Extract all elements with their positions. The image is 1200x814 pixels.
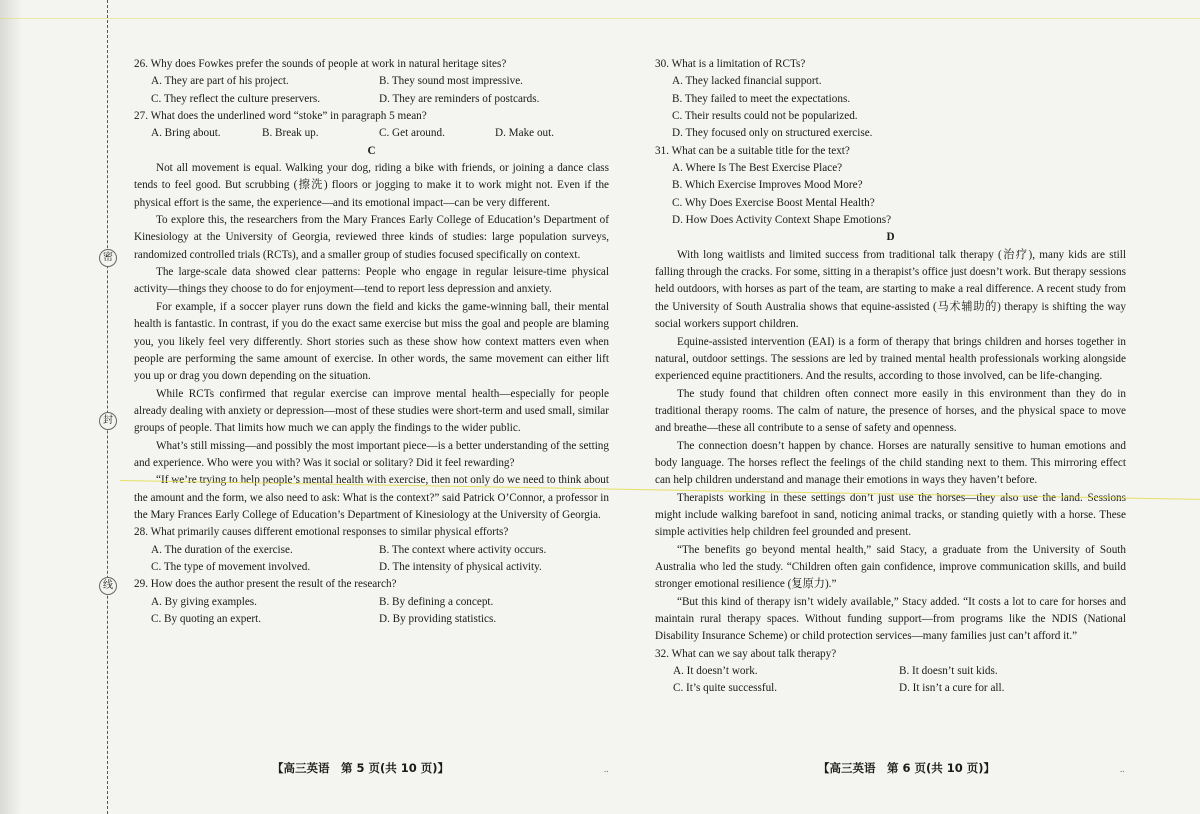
- question-26-options: [151, 73, 609, 108]
- passage-d-paragraph: Therapists working in these settings don’t just use the horses—they also use the land. Sessions might include walking barefoot in sand, noticing animal tracks, or standing quietly with a horse. These simple activities help children feel grounded and present.: [655, 491, 1126, 539]
- option-b: B. Which Exercise Improves Mood More?: [672, 179, 863, 192]
- question-28-options: [151, 542, 609, 577]
- option-a: A. By giving examples.: [151, 595, 257, 608]
- option-c: C. Their results could not be popularized.: [672, 110, 858, 123]
- option-d: D. The intensity of physical activity.: [379, 560, 542, 573]
- option-a: A. They lacked financial support.: [672, 75, 822, 88]
- question-26-stem: 26. Why does Fowkes prefer the sounds of people at work in natural heritage sites?: [134, 58, 507, 70]
- passage-c-paragraph: For example, if a soccer player runs down the field and kicks the game-winning ball, their mental health is fantastic. In contrast, if you do the exact same exercise but miss the goal and people are blaming you, you likely feel very differently. Short stories such as these show how context matters even when people are performing the same amount of exercise. In other words, the same movement can either lift you up or drag you down depending on the situation.: [134, 300, 609, 383]
- passage-d-paragraph: “But this kind of therapy isn’t widely available,” Stacy added. “It costs a lot to care for horses and maintain rural therapy spaces. Without funding support—from programs like the NDIS (National Disability Insurance Scheme) or child protection services—many families just can’t afford it.”: [655, 595, 1126, 643]
- option-d: D. By providing statistics.: [379, 613, 497, 625]
- left-page-column: [134, 56, 609, 628]
- footer-dots: ..: [1120, 764, 1125, 774]
- option-a: A. The duration of the exercise.: [151, 543, 293, 556]
- option-d: D. Make out.: [495, 127, 555, 140]
- option-c: C. They reflect the culture preservers.: [151, 92, 321, 105]
- passage-c-paragraph: While RCTs confirmed that regular exercise can improve mental health—especially for people already dealing with anxiety or depression—most of these studies were short-term and used small, similar groups of people. That limits how much we can apply the findings to the wider public.: [134, 387, 609, 435]
- passage-d-paragraph: The study found that children often connect more easily in this environment than they do in traditional therapy rooms. The calm of nature, the presence of horses, and the physical space to move and breathe—these all contribute to a sense of safety and openness.: [655, 387, 1126, 435]
- question-32-options: [673, 663, 1126, 698]
- option-d: D. They focused only on structured exercise.: [672, 127, 873, 140]
- question-27-stem: 27. What does the underlined word “stoke” in paragraph 5 mean?: [134, 110, 427, 123]
- passage-c-paragraph: The large-scale data showed clear patterns: People who engage in regular leisure-time physical activity—things they choose to do for enjoyment—tend to report less depression and anxiety.: [134, 266, 609, 296]
- option-c: C. Why Does Exercise Boost Mental Health?: [672, 196, 875, 209]
- option-b: B. It doesn’t suit kids.: [899, 665, 998, 678]
- option-b: B. By defining a concept.: [379, 595, 494, 608]
- binding-mark-seal: 密: [99, 249, 117, 267]
- option-d: D. How Does Activity Context Shape Emotions?: [672, 214, 892, 227]
- option-a: A. Where Is The Best Exercise Place?: [672, 162, 843, 175]
- passage-c-paragraph: What’s still missing—and possibly the most important piece—is a better understanding of the setting and experience. Who were you with? Was it social or solitary? Did it feel rewarding?: [134, 439, 609, 469]
- footer-dots: ..: [604, 764, 609, 774]
- option-a: A. It doesn’t work.: [673, 665, 758, 678]
- passage-d-paragraph: With long waitlists and limited success from traditional talk therapy (治疗), many kids are still falling through the cracks. For some, sitting in a therapist’s office just doesn’t work. But therapy sessions held outdoors, with horses as part of the team, are starting to make a real difference. A recent study from the University of South Australia shows that equine-assisted (马术辅助的) therapy is shifting the way social workers support children.: [655, 248, 1126, 331]
- option-a: A. Bring about.: [151, 127, 221, 140]
- passage-c-paragraph: Not all movement is equal. Walking your dog, riding a bike with friends, or joining a dance class tends to feel good. But scrubbing (擦洗) floors or jogging to make it to work might not. Even if the physical effort is the same, the experience—and its emotional impact—can be very different.: [134, 162, 609, 209]
- passage-d-paragraph: Equine-assisted intervention (EAI) is a form of therapy that brings children and horses together in natural, outdoor settings. The sessions are led by trained mental health professionals working alongside experienced equine practitioners. And the results, according to those involved, can be life-changing.: [655, 335, 1126, 383]
- right-page-column: [655, 56, 1126, 698]
- option-d: D. They are reminders of postcards.: [379, 92, 540, 105]
- option-b: B. They sound most impressive.: [379, 75, 523, 88]
- passage-c-paragraph: “If we’re trying to help people’s mental health with exercise, then not only do we need to think about the amount and the form, we also need to ask: What is the context?” said Patrick O’Connor, a professor in the Mary Frances Early College of Education’s Department of Kinesiology at the University of Georgia.: [134, 474, 609, 521]
- passage-d-paragraph: “The benefits go beyond mental health,” said Stacy, a graduate from the University of South Australia who led the study. “Children often gain confidence, improve communication skills, and build stronger emotional resilience (复原力).”: [655, 543, 1126, 591]
- question-31-stem: 31. What can be a suitable title for the text?: [655, 144, 850, 157]
- question-29-options: [151, 594, 609, 629]
- question-30-stem: 30. What is a limitation of RCTs?: [655, 58, 806, 70]
- option-d: D. It isn’t a cure for all.: [899, 682, 1005, 695]
- page-footer-right: 【高三英语 第 6 页(共 10 页)】: [818, 761, 996, 775]
- question-29-stem: 29. How does the author present the result of the research?: [134, 578, 397, 591]
- option-c: C. It’s quite successful.: [673, 682, 778, 695]
- option-b: B. They failed to meet the expectations.: [672, 92, 851, 105]
- binding-mark-seal: 线: [99, 577, 117, 595]
- option-c: C. Get around.: [379, 127, 445, 140]
- section-c-heading: C: [367, 144, 376, 157]
- page-footer-left: 【高三英语 第 5 页(共 10 页)】: [272, 761, 450, 775]
- question-32-stem: 32. What can we say about talk therapy?: [655, 647, 837, 660]
- torn-left-edge: [0, 0, 22, 814]
- option-c: C. The type of movement involved.: [151, 560, 311, 573]
- passage-c-paragraph: To explore this, the researchers from the Mary Frances Early College of Education’s Department of Kinesiology at the University of Georgia, reviewed three kinds of studies: large population surveys, randomized controlled trials (RCTs), and a smaller group of studies focused specifically on context.: [134, 214, 609, 261]
- passage-d-paragraph: The connection doesn’t happen by chance. Horses are naturally sensitive to human emotions and body language. The horses reflect the feelings of the child standing next to them. This mirroring effect can help children understand and manage their emotions in ways they haven’t before.: [655, 439, 1126, 487]
- scan-artifact-line: [0, 18, 1200, 19]
- section-d-heading: D: [886, 231, 895, 244]
- option-c: C. By quoting an expert.: [151, 613, 261, 625]
- question-27-options: [151, 125, 609, 142]
- binding-line: [107, 0, 108, 814]
- option-b: B. Break up.: [262, 127, 319, 140]
- binding-mark-seal: 封: [99, 412, 117, 430]
- option-b: B. The context where activity occurs.: [379, 543, 547, 556]
- option-a: A. They are part of his project.: [151, 75, 289, 88]
- question-28-stem: 28. What primarily causes different emotional responses to similar physical efforts?: [134, 526, 509, 539]
